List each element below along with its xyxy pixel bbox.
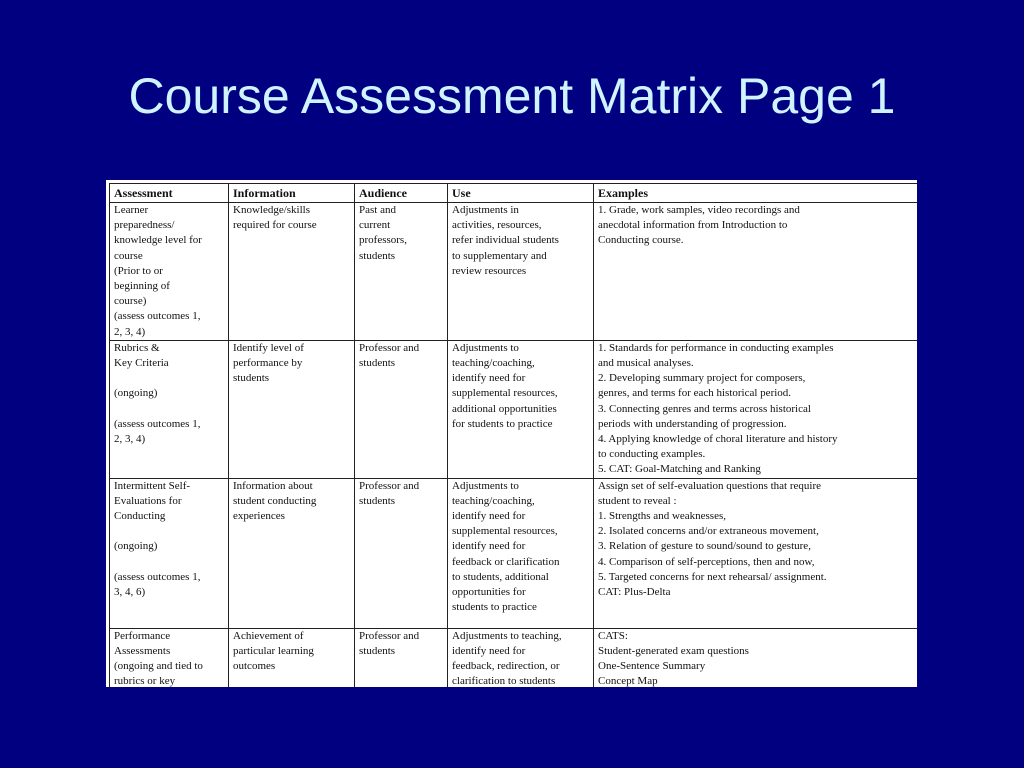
cell-line: 5. CAT: Goal-Matching and Ranking xyxy=(598,463,761,476)
cell-line: Adjustments to xyxy=(452,341,519,354)
cell-line: student to reveal : xyxy=(598,494,677,507)
cell-line: Assessments xyxy=(114,644,171,657)
cell-line: students to practice xyxy=(452,601,537,614)
cell-line: Knowledge/skills xyxy=(233,204,310,216)
cell-line: professors, xyxy=(359,234,407,247)
cell-line: and musical analyses. xyxy=(598,357,694,370)
cell-blank-line xyxy=(114,402,224,417)
cell-line: to conducting examples. xyxy=(598,448,706,461)
cell-line: Learner xyxy=(114,204,149,216)
table-row xyxy=(110,340,918,478)
cell-examples xyxy=(594,340,918,478)
header-audience: Audience xyxy=(355,184,448,203)
cell-line: 2. Isolated concerns and/or extraneous movement, xyxy=(598,525,819,538)
cell-examples xyxy=(594,478,918,628)
cell-use xyxy=(448,203,594,341)
cell-line: (assess outcomes 1, xyxy=(114,570,201,583)
cell-line: experiences xyxy=(233,510,285,523)
cell-use xyxy=(448,628,594,687)
header-examples: Examples xyxy=(594,184,918,203)
cell-line: to students, additional xyxy=(452,570,549,583)
cell-line: CATS: xyxy=(598,629,628,642)
cell-line: students xyxy=(359,644,396,657)
cell-line: (assess outcomes 1, xyxy=(114,310,201,323)
cell-line: Achievement of xyxy=(233,629,304,642)
cell-blank-line xyxy=(114,524,224,539)
cell-assessment xyxy=(110,203,229,341)
cell-line: 5. Targeted concerns for next rehearsal/ assignment. xyxy=(598,570,827,583)
cell-line: genres, and terms for each historical period. xyxy=(598,387,792,400)
assessment-matrix-table xyxy=(109,183,917,687)
cell-line: outcomes xyxy=(233,660,276,673)
cell-line: 2, 3, 4) xyxy=(114,325,146,338)
cell-line: preparedness/ xyxy=(114,219,175,232)
cell-line: (assess outcomes 1, xyxy=(114,417,201,430)
cell-assessment xyxy=(110,478,229,628)
cell-line: Student-generated exam questions xyxy=(598,644,749,657)
table-row xyxy=(110,478,918,628)
cell-line: (Prior to or xyxy=(114,264,163,277)
cell-line: Intermittent Self- xyxy=(114,479,191,492)
cell-line: 1. Grade, work samples, video recordings and xyxy=(598,204,800,216)
cell-line: current xyxy=(359,219,391,232)
table-body xyxy=(110,203,918,688)
cell-line: Conducting xyxy=(114,510,166,523)
cell-line: knowledge level for xyxy=(114,234,202,247)
cell-line: periods with understanding of progression. xyxy=(598,417,787,430)
cell-line: Adjustments to xyxy=(452,479,519,492)
cell-line: supplemental resources, xyxy=(452,387,558,400)
cell-line: opportunities for xyxy=(452,586,526,599)
cell-line: Performance xyxy=(114,629,171,642)
cell-line: course xyxy=(114,249,143,262)
cell-audience xyxy=(355,628,448,687)
header-information: Information xyxy=(229,184,355,203)
cell-line: Assign set of self-evaluation questions that require xyxy=(598,479,822,492)
cell-line: to supplementary and xyxy=(452,249,547,262)
cell-line: CAT: Plus-Delta xyxy=(598,586,671,599)
cell-use xyxy=(448,340,594,478)
cell-line: (ongoing) xyxy=(114,387,158,400)
cell-information xyxy=(229,628,355,687)
cell-information xyxy=(229,478,355,628)
cell-examples xyxy=(594,203,918,341)
cell-line: activities, resources, xyxy=(452,219,542,232)
table-header-row xyxy=(110,184,918,203)
cell-line: Rubrics & xyxy=(114,341,160,354)
cell-line: (ongoing) xyxy=(114,540,158,553)
cell-assessment xyxy=(110,628,229,687)
cell-line: particular learning xyxy=(233,644,314,657)
cell-line: teaching/coaching, xyxy=(452,357,535,370)
header-use: Use xyxy=(448,184,594,203)
table-row xyxy=(110,628,918,687)
cell-line: Professor and xyxy=(359,629,420,642)
cell-line: students xyxy=(359,249,396,262)
cell-line: Key Criteria xyxy=(114,357,169,370)
cell-line: Adjustments in xyxy=(452,204,519,216)
assessment-matrix-image xyxy=(106,180,917,687)
cell-blank-line xyxy=(114,555,224,570)
cell-line: Professor and xyxy=(359,341,420,354)
cell-line: performance by xyxy=(233,357,303,370)
cell-line: identify need for xyxy=(452,372,526,385)
cell-line: student conducting xyxy=(233,494,317,507)
cell-line: identify need for xyxy=(452,540,526,553)
cell-line: additional opportunities xyxy=(452,402,557,415)
cell-line: Identify level of xyxy=(233,341,304,354)
cell-line: identify need for xyxy=(452,510,526,523)
cell-information xyxy=(229,340,355,478)
cell-line: teaching/coaching, xyxy=(452,494,535,507)
cell-line: Information about xyxy=(233,479,313,492)
cell-line: refer individual students xyxy=(452,234,559,247)
cell-line: 4. Applying knowledge of choral literature and history xyxy=(598,433,838,446)
cell-line: students xyxy=(233,372,270,385)
cell-line: for students to practice xyxy=(452,417,553,430)
cell-line: One-Sentence Summary xyxy=(598,660,706,673)
cell-line: clarification to students xyxy=(452,675,556,687)
cell-line: review resources xyxy=(452,264,527,277)
cell-line: (ongoing and tied to xyxy=(114,660,203,673)
cell-line: Concept Map xyxy=(598,675,658,687)
cell-line: supplemental resources, xyxy=(452,525,558,538)
cell-line: 1. Strengths and weaknesses, xyxy=(598,510,727,523)
cell-line: course) xyxy=(114,295,147,308)
cell-line: 1. Standards for performance in conducting examples xyxy=(598,341,834,354)
cell-information xyxy=(229,203,355,341)
header-assessment: Assessment xyxy=(110,184,229,203)
cell-use xyxy=(448,478,594,628)
cell-line: 4. Comparison of self-perceptions, then and now, xyxy=(598,555,815,568)
cell-line: 3. Relation of gesture to sound/sound to gesture, xyxy=(598,540,811,553)
cell-examples xyxy=(594,628,918,687)
cell-line: 2. Developing summary project for composers, xyxy=(598,372,806,385)
table-row xyxy=(110,203,918,341)
cell-line: beginning of xyxy=(114,280,170,293)
cell-line: Professor and xyxy=(359,479,420,492)
cell-line: rubrics or key xyxy=(114,675,176,687)
cell-line: feedback, redirection, or xyxy=(452,660,560,673)
cell-line: students xyxy=(359,494,396,507)
cell-line: Past and xyxy=(359,204,396,216)
cell-line: identify need for xyxy=(452,644,526,657)
cell-audience xyxy=(355,340,448,478)
cell-line: students xyxy=(359,357,396,370)
cell-line: 2, 3, 4) xyxy=(114,433,146,446)
cell-audience xyxy=(355,478,448,628)
cell-line: 3, 4, 6) xyxy=(114,586,146,599)
cell-blank-line xyxy=(114,371,224,386)
cell-line: feedback or clarification xyxy=(452,555,560,568)
cell-line: Evaluations for xyxy=(114,494,182,507)
cell-line: anecdotal information from Introduction to xyxy=(598,219,788,232)
cell-audience xyxy=(355,203,448,341)
cell-line: required for course xyxy=(233,219,317,232)
cell-line: 3. Connecting genres and terms across historical xyxy=(598,402,811,415)
cell-line: Conducting course. xyxy=(598,234,684,247)
cell-line: Adjustments to teaching, xyxy=(452,629,562,642)
cell-assessment xyxy=(110,340,229,478)
slide-title: Course Assessment Matrix Page 1 xyxy=(128,68,896,124)
